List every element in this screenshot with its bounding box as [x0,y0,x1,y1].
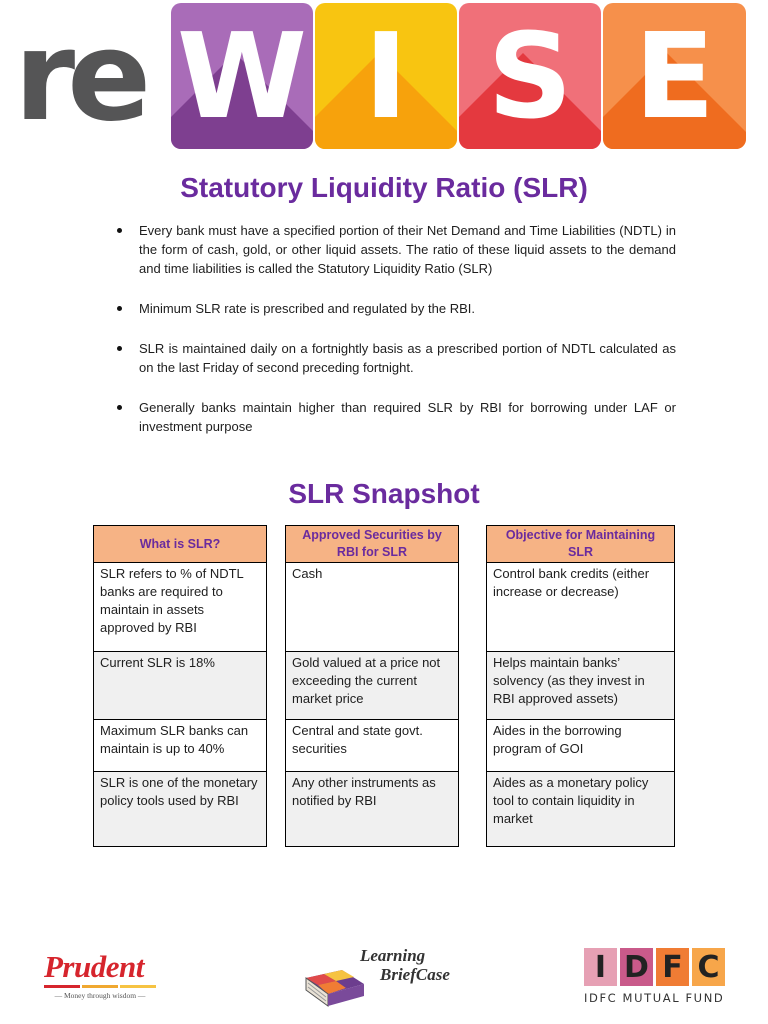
table-cell: SLR is one of the monetary policy tools used by RBI [94,772,266,846]
bullet-item [114,221,676,278]
table-cell: Cash [286,563,458,652]
prudent-tagline: — Money through wisdom — [54,991,146,1000]
table-cell: Aides as a monetary policy tool to contain liquidity in market [487,772,674,846]
idfc-letter: I [584,948,617,986]
prudent-name: Prudent [44,949,144,984]
table-cell: Maximum SLR banks can maintain is up to 40% [94,720,266,772]
bullet-text: Minimum SLR rate is prescribed and regulated by the RBI. [139,301,475,316]
idfc-letter: F [656,948,689,986]
logo-tile-i [315,3,457,149]
snapshot-column-what-is-slr [93,525,267,847]
bullet-icon [117,306,122,311]
table-cell: Aides in the borrowing program of GOI [487,720,674,772]
learning-briefcase-logo [300,944,460,1016]
snapshot-column-approved-securities [285,525,459,847]
prudent-color-bars [44,985,156,988]
idfc-logo [584,948,734,1008]
table-cell: Gold valued at a price not exceeding the current market price [286,652,458,720]
logo-tile-w [171,3,313,149]
prudent-bar [44,985,80,988]
idfc-subtitle: IDFC MUTUAL FUND [584,991,725,1005]
prudent-bar [82,985,118,988]
table-cell: Central and state govt. securities [286,720,458,772]
bullet-text: SLR is maintained daily on a fortnightly basis as a prescribed portion of NDTL calculated as on the last Friday of second preceding fortnight. [139,341,676,375]
slr-bullet-list [114,221,676,457]
bullet-item [114,339,676,377]
logo-tile-letter: I [364,7,408,145]
table-cell: Helps maintain banks’ solvency (as they invest in RBI approved assets) [487,652,674,720]
snapshot-column-objective [486,525,675,847]
idfc-letter: D [620,948,653,986]
logo-tile-letter: W [176,7,308,145]
bullet-icon [117,405,122,410]
table-cell: Control bank credits (either increase or decrease) [487,563,674,652]
idfc-letter-blocks [584,948,734,986]
logo-tile-letter: E [634,7,715,145]
table-cell: Any other instruments as notified by RBI [286,772,458,846]
learning-briefcase-text [360,946,450,984]
column-header: Objective for Maintaining SLR [487,526,674,563]
prudent-bar [120,985,156,988]
bullet-text: Every bank must have a specified portion of their Net Demand and Time Liabilities (NDTL) in the form of cash, gold, or other liquid assets. The ratio of these liquid assets to the demand and time liabilities is called the Statutory Liquidity Ratio (SLR) [139,223,676,276]
logo-tile-s [459,3,601,149]
lbc-line2: BriefCase [380,965,450,984]
column-header: What is SLR? [94,526,266,563]
table-cell: SLR refers to % of NDTL banks are required to maintain in assets approved by RBI [94,563,266,652]
logo-tile-letter: S [487,7,573,145]
bullet-icon [117,228,122,233]
prudent-logo [44,950,164,1002]
bullet-item [114,398,676,436]
page-title: Statutory Liquidity Ratio (SLR) [180,172,588,203]
bullet-item [114,299,676,318]
logo-prefix: re [14,5,144,149]
lbc-line1: Learning [360,946,426,965]
column-header: Approved Securities by RBI for SLR [286,526,458,563]
table-cell: Current SLR is 18% [94,652,266,720]
logo-tile-e [603,3,746,149]
snapshot-title: SLR Snapshot [288,478,480,509]
bullet-icon [117,346,122,351]
rewise-logo [0,0,768,150]
bullet-text: Generally banks maintain higher than required SLR by RBI for borrowing under LAF or investment purpose [139,400,676,434]
idfc-letter: C [692,948,725,986]
